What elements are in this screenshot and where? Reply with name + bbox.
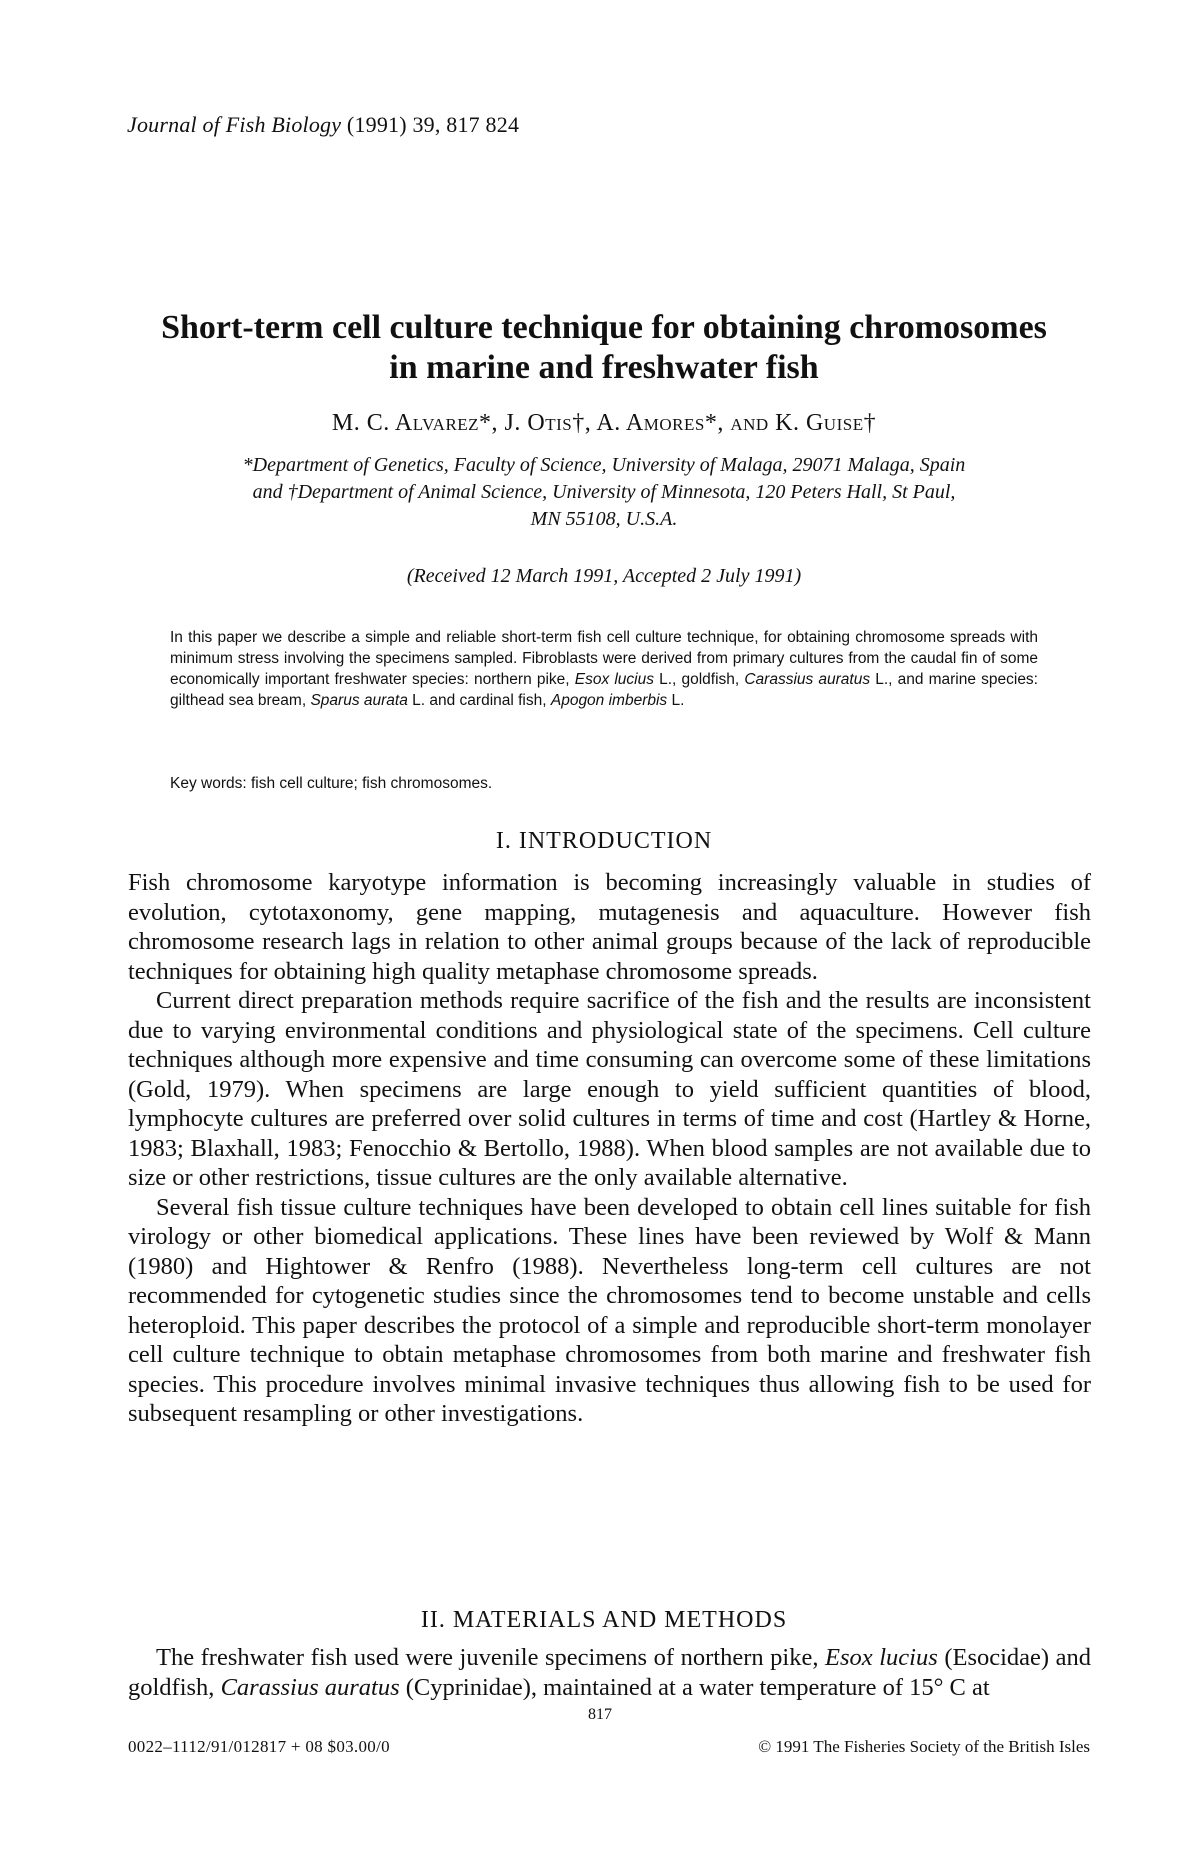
abstract-text: L. and cardinal fish, — [407, 692, 551, 709]
title-line-2: in marine and freshwater fish — [389, 349, 819, 386]
page-number: 817 — [588, 1706, 612, 1723]
title-line-1: Short-term cell culture technique for obtaining chromosomes — [161, 309, 1047, 346]
journal-name: Journal of Fish Biology — [127, 112, 342, 137]
abstract-text: In this paper we describe a simple and reliable short-term fish cell culture technique, for obtaining chromosome spreads with minimum stress involving the specimens sampled. Fibroblasts were derived from primary cultures from the caudal fin of some economically important freshwater species: northern pike, — [170, 629, 1038, 688]
abstract-text: L., goldfish, — [653, 671, 745, 688]
paragraph: Several fish tissue culture techniques have been developed to obtain cell lines suitable for fish virology or other biomedical applications. These lines have been reviewed by Wolf & Mann (1980) and Hightower & Renfro (1988). Nevertheless long-term cell cultures are not recommended for cytogenetic studies since the chromosomes tend to become unstable and cells heteroploid. This paper describes the protocol of a simple and reproducible short-term monolayer cell culture technique to obtain metaphase chromosomes from both marine and freshwater fish species. This procedure involves minimal invasive techniques thus allowing fish to be used for subsequent resampling or other investigations. — [128, 1193, 1091, 1427]
section-heading-methods: II. MATERIALS AND METHODS — [420, 1607, 788, 1633]
authors: M. C. Alvarez*, J. Otis†, A. Amores*, and K. Guise† — [331, 410, 877, 436]
running-head — [127, 112, 519, 138]
methods-text: The freshwater fish used were juvenile specimens of northern pike, — [156, 1644, 826, 1671]
section-heading-introduction: I. INTRODUCTION — [495, 828, 713, 854]
affiliation-line-2: and †Department of Animal Science, University of Minnesota, 120 Peters Hall, St Paul, — [252, 481, 956, 503]
species-name: Esox lucius — [574, 671, 654, 688]
affiliation-line-3: MN 55108, U.S.A. — [530, 508, 678, 530]
introduction-body — [128, 868, 1091, 1429]
paragraph: Current direct preparation methods require sacrifice of the fish and the results are inconsistent due to varying environmental conditions and physiological state of the specimens. Cell culture techniques although more expensive and time consuming can overcome some of these limitations (Gold, 1979). When specimens are large enough to yield sufficient quantities of blood, lymphocyte cultures are preferred over solid cultures in terms of time and cost (Hartley & Horne, 1983; Blaxhall, 1983; Fenocchio & Bertollo, 1988). When blood samples are not available due to size or other restrictions, tissue cultures are the only available alternative. — [128, 987, 1091, 1191]
paragraph: Fish chromosome karyotype information is becoming increasingly valuable in studies of evolution, cytotaxonomy, gene mapping, mutagenesis and aquaculture. However fish chromosome research lags in relation to other animal groups because of the lack of reproducible techniques for obtaining high quality metaphase chromosome spreads. — [128, 869, 1091, 985]
paragraph — [128, 1643, 1091, 1702]
keywords: Key words: fish cell culture; fish chromosomes. — [170, 775, 493, 792]
methods-text: (Esocidae) and goldfish, — [128, 1644, 1092, 1701]
footer-code: 0022–1112/91/012817 + 08 $03.00/0 — [128, 1737, 390, 1756]
abstract-text: L. — [667, 692, 685, 709]
received-dates: (Received 12 March 1991, Accepted 2 July 1991) — [406, 565, 802, 587]
footer-copyright: © 1991 The Fisheries Society of the British Isles — [758, 1737, 1090, 1756]
species-name: Carassius auratus — [744, 671, 871, 688]
species-name: Esox lucius — [825, 1644, 938, 1671]
species-name: Sparus aurata — [310, 692, 408, 709]
paper-title — [130, 308, 1078, 388]
affiliation-line-1: *Department of Genetics, Faculty of Science, University of Malaga, 29071 Malaga, Spain — [242, 454, 966, 476]
affiliations — [140, 452, 1068, 533]
species-name: Apogon imberbis — [550, 692, 668, 709]
species-name: Carassius auratus — [220, 1673, 400, 1701]
methods-text: (Cyprinidae), maintained at a water temperature of 15° C at — [399, 1673, 990, 1701]
citation: (1991) 39, 817 824 — [341, 112, 520, 137]
abstract-text: L., and marine species: gilthead sea bream, — [170, 671, 1038, 709]
methods-body — [128, 1643, 1091, 1702]
abstract — [170, 627, 1038, 711]
